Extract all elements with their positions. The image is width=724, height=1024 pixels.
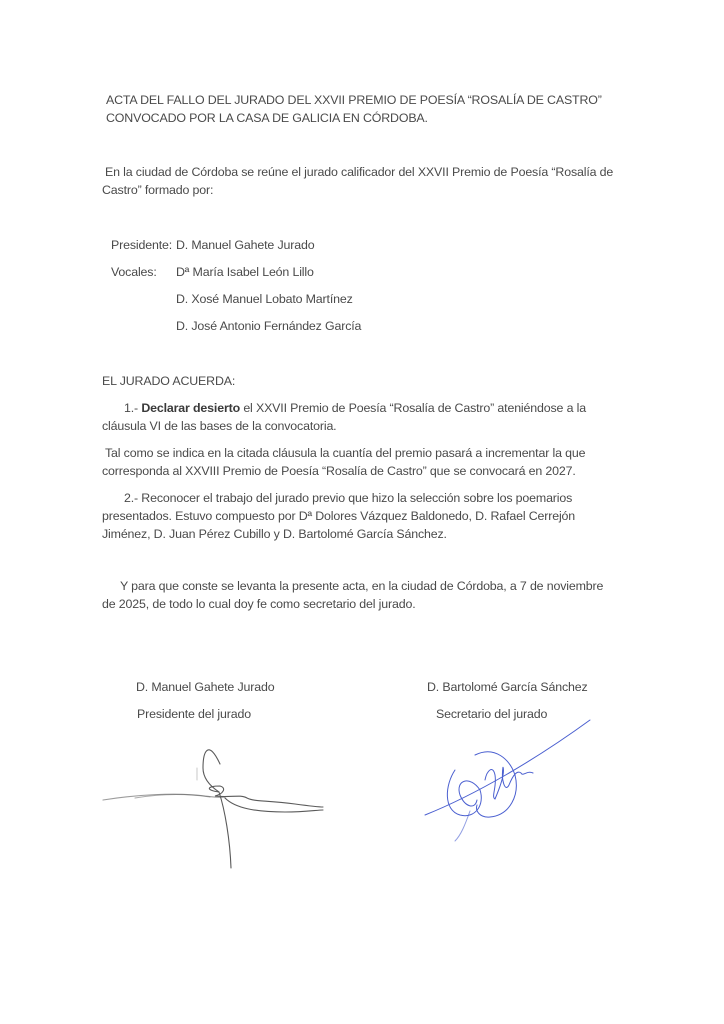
document-title-line-2: CONVOCADO POR LA CASA DE GALICIA EN CÓRDOBA. xyxy=(106,111,428,125)
agreement-item-2-line-3: Jiménez, D. Juan Pérez Cubillo y D. Bartolomé García Sánchez. xyxy=(102,527,447,541)
intro-line-1: En la ciudad de Córdoba se reúne el jurado calificador del XXVII Premio de Poesía “Rosalía de xyxy=(105,165,614,179)
secretary-signature-role: Secretario del jurado xyxy=(436,707,548,721)
agreement-item-2-line-1: 2.- Reconocer el trabajo del jurado previo que hizo la selección sobre los poemarios xyxy=(124,491,573,505)
agreement-note-line-2: corresponda al XXVIII Premio de Poesía “Rosalía de Castro” que se convocará en 2027. xyxy=(102,464,576,478)
agreement-item-1-line-2: cláusula VI de las bases de la convocatoria. xyxy=(102,419,337,433)
members-label: Vocales: xyxy=(111,265,157,279)
closing-line-1: Y para que conste se levanta la presente acta, en la ciudad de Córdoba, a 7 de noviembre xyxy=(120,579,604,593)
item-1-number: 1.- xyxy=(124,401,139,415)
jury-member: Dª María Isabel León Lillo xyxy=(176,265,314,279)
jury-member: D. José Antonio Fernández García xyxy=(176,319,362,333)
president-signature-name: D. Manuel Gahete Jurado xyxy=(136,680,275,694)
agreement-heading: EL JURADO ACUERDA: xyxy=(102,374,236,388)
intro-line-2: Castro” formado por: xyxy=(102,183,214,197)
agreement-item-1-line-1 xyxy=(124,401,586,416)
president-name: D. Manuel Gahete Jurado xyxy=(176,238,315,252)
agreement-item-2-line-2: presentados. Estuvo compuesto por Dª Dolores Vázquez Baldonedo, D. Rafael Cerrejón xyxy=(102,509,576,523)
president-signature xyxy=(95,740,325,880)
secretary-signature-name: D. Bartolomé García Sánchez xyxy=(427,680,588,694)
agreement-note-line-1: Tal como se indica en la citada cláusula la cuantía del premio pasará a incrementar la que xyxy=(105,446,586,460)
secretary-signature xyxy=(415,715,595,845)
item-1-bold-text: Declarar desierto xyxy=(141,401,241,415)
document-title-line-1: ACTA DEL FALLO DEL JURADO DEL XXVII PREMIO DE POESÍA “ROSALÍA DE CASTRO” xyxy=(106,93,602,107)
item-1-text: el XXVII Premio de Poesía “Rosalía de Castro” ateniéndose a la xyxy=(243,401,586,415)
president-label: Presidente: xyxy=(111,238,173,252)
closing-line-2: de 2025, de todo lo cual doy fe como secretario del jurado. xyxy=(102,597,416,611)
president-signature-role: Presidente del jurado xyxy=(137,707,251,721)
jury-member: D. Xosé Manuel Lobato Martínez xyxy=(176,292,353,306)
